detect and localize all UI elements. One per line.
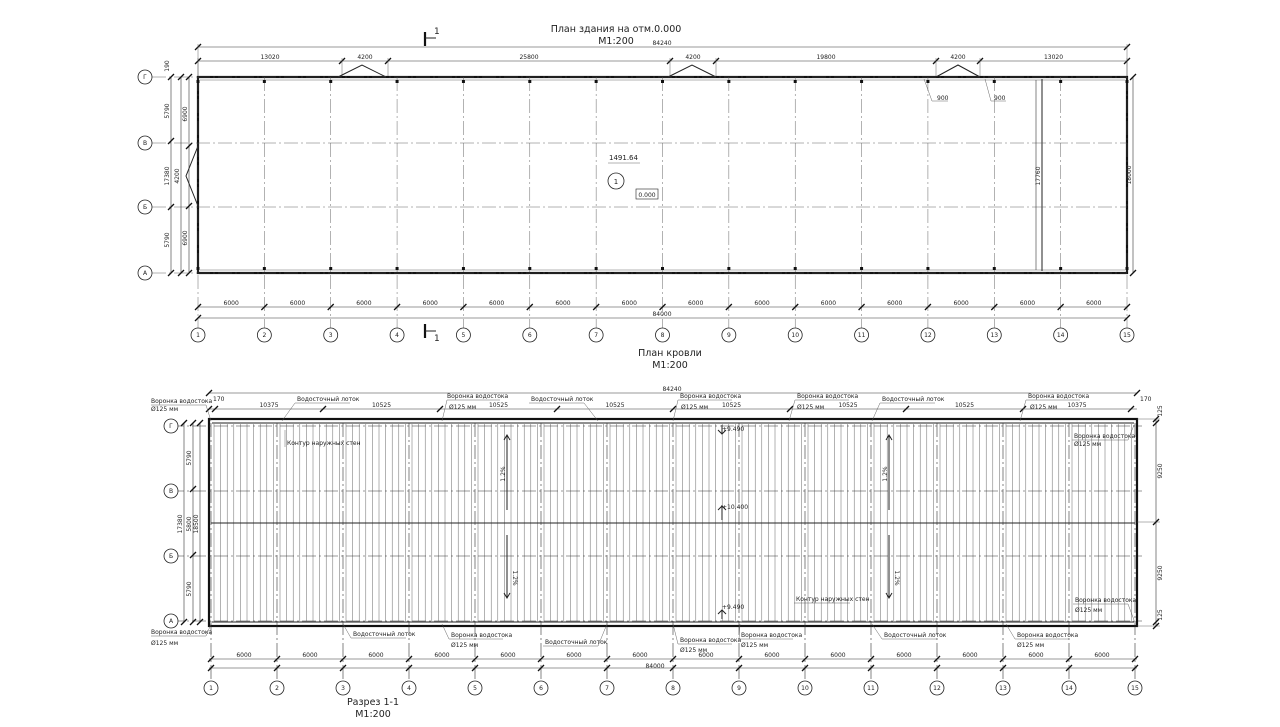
plan-column-top-4 [396, 80, 399, 83]
plan-scale: М1:200 [598, 36, 634, 47]
plan-row-bubble-3 [138, 266, 152, 280]
plan-top-seg-6: 4200 [950, 54, 966, 61]
section-title: Разрез 1-1 [346, 697, 400, 708]
plan-right-dim: 18000 [1126, 165, 1133, 185]
gutter-label-2: Водосточный лоток [531, 396, 594, 403]
plan-column-bottom-14 [1059, 267, 1062, 270]
funnel-size-5: Ø125 мм [1030, 404, 1058, 411]
plan-axis-dim-13: 6000 [1019, 300, 1036, 307]
roof-left-dim-mid: 5800 [186, 516, 193, 532]
funnel-size-6: Ø125 мм [1074, 441, 1102, 448]
roof-col-bubble-4 [402, 681, 416, 695]
roof-col-bubble-12 [930, 681, 944, 695]
gate-openings [186, 65, 980, 206]
plan-col-bubble-12 [921, 328, 935, 342]
roof-right-dim-2: 9250 [1157, 565, 1164, 581]
roof-col-bubble-2-label: 2 [275, 685, 279, 693]
roof-axis-dim-14: 6000 [1094, 652, 1110, 659]
plan-column-top-7 [595, 80, 598, 83]
plan-col-bubble-6 [523, 328, 537, 342]
roof-col-bubble-4-label: 4 [407, 685, 411, 693]
roof-right-dims [1137, 405, 1164, 629]
roof-col-bubble-13 [996, 681, 1010, 695]
plan-col-bubble-8 [656, 328, 670, 342]
plan-column-bottom-9 [727, 267, 730, 270]
roof-col-bubble-7 [600, 681, 614, 695]
roof-annotations-top [151, 393, 1136, 448]
roof-row-bubble-1-label: В [168, 488, 174, 496]
funnel-size-3: Ø125 мм [681, 404, 709, 411]
plan-title: План здания на отм.0.000 [550, 24, 682, 35]
plan-col-bubble-6-label: 6 [527, 332, 532, 340]
funnel-size-1: Ø125 мм [151, 406, 179, 413]
plan-axis-dim-11: 6000 [887, 300, 903, 307]
funnel-size-2: Ø125 мм [449, 404, 477, 411]
section-mark-bottom-label: 1 [434, 334, 440, 344]
plan-column-top-15 [1126, 80, 1129, 83]
plan-column-top-5 [462, 80, 465, 83]
plan-axis-dim-1: 6000 [223, 300, 239, 307]
roof-title: План кровли [638, 348, 702, 359]
gutter-label-3: Водосточный лоток [882, 396, 945, 403]
building-plan [138, 24, 1136, 344]
section-mark-top [425, 27, 440, 46]
roof-col-bubble-15 [1128, 681, 1142, 695]
plan-col-bubble-10-label: 10 [791, 332, 800, 340]
roof-edge-dim-left: 170 [213, 396, 225, 403]
plan-axis-dim-4: 6000 [422, 300, 438, 307]
roof-col-bubble-11-label: 11 [867, 685, 875, 693]
roof-axis-dim-11: 6000 [896, 652, 912, 659]
contour-label-2: Контур наружных стен [796, 596, 870, 603]
plan-col-bubble-14 [1054, 328, 1068, 342]
roof-col-bubble-5 [468, 681, 482, 695]
roof-col-bubble-3-label: 3 [341, 685, 345, 693]
plan-axis-dim-5: 6000 [488, 300, 505, 307]
plan-col-bubble-7-label: 7 [594, 332, 599, 340]
plan-column-bottom-1 [197, 267, 200, 270]
plan-axis-total: 84000 [652, 311, 672, 318]
plan-col-bubble-11 [855, 328, 869, 342]
roof-col-bubble-14 [1062, 681, 1076, 695]
funnel-size-10: Ø125 мм [741, 642, 769, 649]
funnel-label-8: Воронка водостока [451, 632, 513, 639]
plan-col-bubble-14-label: 14 [1056, 332, 1065, 340]
section-mark-top-label: 1 [434, 27, 440, 37]
roof-row-bubble-2-label: Б [168, 553, 174, 561]
roof-top-seg-8: 10375 [1067, 402, 1087, 409]
roof-axis-dim-1: 6000 [236, 652, 252, 659]
plan-row-bubble-3-label: А [142, 270, 148, 278]
roof-left-dim-outer-2: 18500 [193, 514, 200, 534]
roof-left-dim-3: 5790 [186, 581, 193, 597]
roof-levels [718, 425, 748, 619]
plan-column-top-13 [993, 80, 996, 83]
gutter-label-4: Водосточный лоток [353, 631, 416, 638]
plan-column-bottom-7 [595, 267, 598, 270]
roof-top-seg-1: 10375 [259, 402, 279, 409]
plan-left-mid-2: 6900 [182, 230, 189, 246]
roof-top-seg-7: 10525 [954, 402, 975, 409]
plan-column-bottom-6 [528, 267, 531, 270]
plan-row-bubble-2-label: Б [142, 204, 148, 212]
plan-top-seg-3: 25800 [519, 54, 539, 61]
roof-right-small-2: 125 [1157, 609, 1164, 621]
plan-column-top-11 [860, 80, 863, 83]
plan-column-bottom-15 [1126, 267, 1129, 270]
roof-axis-dim-9: 6000 [764, 652, 780, 659]
roof-right-dim-1: 9250 [1157, 463, 1164, 479]
roof-scale: М1:200 [652, 360, 688, 371]
plan-axis-dim-14: 6000 [1086, 300, 1102, 307]
gutter-label-6: Водосточный лоток [884, 632, 947, 639]
funnel-label-2: Воронка водостока [447, 393, 509, 400]
plan-col-bubble-4 [390, 328, 404, 342]
plan-col-bubble-9-label: 9 [726, 332, 731, 340]
plan-col-bubble-2 [257, 328, 271, 342]
roof-col-bubble-11 [864, 681, 878, 695]
plan-column-bottom-3 [329, 267, 332, 270]
roof-axis-dim-13: 6000 [1028, 652, 1044, 659]
funnel-label-1: Воронка водостока [151, 398, 213, 405]
plan-column-top-2 [263, 80, 266, 83]
plan-col-bubble-1-label: 1 [196, 332, 200, 340]
roof-col-bubble-6-label: 6 [539, 685, 543, 693]
plan-col-bubble-1 [191, 328, 205, 342]
funnel-size-8: Ø125 мм [451, 642, 479, 649]
room-number: 1 [613, 178, 619, 186]
plan-col-bubble-8-label: 8 [660, 332, 665, 340]
plan-left-dims [164, 60, 192, 276]
funnel-label-11: Воронка водостока [1017, 632, 1079, 639]
roof-col-bubble-3 [336, 681, 350, 695]
roof-axis-dim-6: 6000 [566, 652, 582, 659]
funnel-size-11: Ø125 мм [1017, 642, 1045, 649]
roof-col-bubble-15-label: 15 [1131, 685, 1139, 693]
roof-col-bubble-8 [666, 681, 680, 695]
funnel-label-12: Воронка водостока [1075, 597, 1137, 604]
roof-col-bubble-1-label: 1 [209, 685, 213, 693]
plan-left-mid-1: 6900 [182, 106, 189, 122]
plan-column-bottom-10 [794, 267, 797, 270]
roof-axis-total: 84000 [645, 663, 665, 670]
plan-left-dim-2: 4200 [174, 168, 181, 184]
plan-column-top-14 [1059, 80, 1062, 83]
roof-col-bubble-14-label: 14 [1065, 685, 1073, 693]
plan-col-bubble-15 [1120, 328, 1134, 342]
plan-column-bottom-8 [661, 267, 664, 270]
plan-left-dim-1: 5790 [164, 103, 171, 119]
plan-col-bubble-11-label: 11 [857, 332, 866, 340]
plan-inner-dim: 17760 [1035, 166, 1042, 186]
plan-overall-dim: 84240 [652, 40, 672, 47]
slope-1: 1.2% [500, 466, 507, 482]
plan-top-seg-2: 4200 [357, 54, 373, 61]
plan-axis-dim-9: 6000 [754, 300, 770, 307]
gutter-label-5: Водосточный лоток [545, 639, 608, 646]
room-info [608, 154, 658, 199]
roof-top-seg-4: 10525 [605, 402, 625, 409]
roof-col-bubble-6 [534, 681, 548, 695]
funnel-label-7: Воронка водостока [151, 629, 213, 636]
roof-row-bubble-3 [164, 614, 178, 628]
contour-label-1: Контур наружных стен [287, 440, 361, 447]
plan-top-seg-4: 4200 [685, 54, 701, 61]
plan-row-bubble-1 [138, 136, 152, 150]
roof-axis-dim-3: 6000 [368, 652, 384, 659]
roof-left-dim-1: 5790 [186, 450, 193, 466]
roof-level-ridge: +10.400 [722, 504, 749, 511]
plan-column-top-6 [528, 80, 531, 83]
plan-col-bubble-5 [456, 328, 470, 342]
roof-col-bubble-12-label: 12 [933, 685, 941, 693]
roof-axis-dim-4: 6000 [434, 652, 450, 659]
roof-row-bubble-0 [164, 419, 178, 433]
roof-col-bubble-2 [270, 681, 284, 695]
plan-axis-dim-3: 6000 [356, 300, 372, 307]
funnel-label-10: Воронка водостока [741, 632, 803, 639]
room-area: 1491.64 [609, 154, 638, 162]
funnel-size-12: Ø125 мм [1075, 607, 1103, 614]
roof-left-dims [177, 420, 203, 625]
roof-left-dim-outer: 17380 [177, 514, 184, 534]
roof-level-top: +9.490 [722, 426, 745, 433]
plan-top-seg-1: 13020 [260, 54, 280, 61]
plan-col-bubble-5-label: 5 [461, 332, 466, 340]
roof-col-bubble-10-label: 10 [801, 685, 809, 693]
plan-top-seg-5: 19800 [816, 54, 836, 61]
roof-row-bubble-3-label: А [168, 618, 174, 626]
roof-overall-dim: 84240 [662, 386, 682, 393]
funnel-label-5: Воронка водостока [1028, 393, 1090, 400]
plan-column-top-1 [197, 80, 200, 83]
funnel-size-7: Ø125 мм [151, 640, 179, 647]
funnel-size-9: Ø125 мм [680, 647, 708, 654]
roof-col-bubble-10 [798, 681, 812, 695]
roof-top-seg-3: 10525 [488, 402, 509, 409]
funnel-label-6: Воронка водостока [1074, 433, 1136, 440]
funnel-size-4: Ø125 мм [797, 404, 825, 411]
roof-axis-dim-10: 6000 [830, 652, 846, 659]
section-mark-bottom [425, 324, 440, 344]
door-dim-1: 900 [937, 95, 949, 102]
funnel-label-3: Воронка водостока [680, 393, 742, 400]
roof-top-seg-6: 10525 [838, 402, 858, 409]
plan-left-small-dim: 190 [164, 60, 171, 72]
roof-col-bubble-9 [732, 681, 746, 695]
plan-column-top-10 [794, 80, 797, 83]
roof-plan [151, 348, 1164, 720]
roof-axis-dim-2: 6000 [302, 652, 318, 659]
roof-col-bubble-8-label: 8 [671, 685, 675, 693]
section-scale: М1:200 [355, 709, 391, 720]
roof-right-small-1: 125 [1157, 405, 1164, 417]
plan-axis-dim-8: 6000 [688, 300, 704, 307]
plan-axis-dim-6: 6000 [555, 300, 571, 307]
gutter-label-1: Водосточный лоток [297, 396, 360, 403]
plan-column-bottom-5 [462, 267, 465, 270]
plan-column-top-3 [329, 80, 332, 83]
plan-col-bubble-10 [788, 328, 802, 342]
plan-col-bubble-9 [722, 328, 736, 342]
slope-arrows [500, 435, 900, 598]
plan-row-bubble-1-label: В [142, 140, 148, 148]
roof-axis-dim-5: 6000 [500, 652, 516, 659]
plan-column-bottom-2 [263, 267, 266, 270]
roof-row-bubble-1 [164, 484, 178, 498]
funnel-label-9: Воронка водостока [680, 637, 742, 644]
plan-top-seg-7: 13020 [1043, 54, 1064, 61]
plan-axis-dim-12: 6000 [953, 300, 969, 307]
roof-row-bubble-2 [164, 549, 178, 563]
plan-col-bubble-15-label: 15 [1123, 332, 1131, 340]
roof-row-bubble-0-label: Г [169, 423, 173, 431]
plan-row-bubble-0-label: Г [143, 74, 147, 82]
plan-axis-dim-7: 6000 [621, 300, 637, 307]
roof-top-seg-5: 10525 [721, 402, 742, 409]
roof-col-bubble-7-label: 7 [605, 685, 609, 693]
plan-column-top-12 [926, 80, 929, 83]
roof-axis-dim-12: 6000 [962, 652, 978, 659]
plan-col-bubble-13-label: 13 [990, 332, 999, 340]
plan-col-bubble-2-label: 2 [262, 332, 267, 340]
plan-col-bubble-12-label: 12 [924, 332, 932, 340]
plan-column-bottom-4 [396, 267, 399, 270]
plan-col-bubble-13 [987, 328, 1001, 342]
slope-3: 1.2% [882, 466, 889, 482]
plan-column-bottom-12 [926, 267, 929, 270]
plan-row-bubble-0 [138, 70, 152, 84]
plan-left-dim-outer: 17380 [164, 166, 171, 186]
roof-col-bubble-9-label: 9 [737, 685, 741, 693]
door-dim-2: 900 [994, 95, 1006, 102]
funnel-label-4: Воронка водостока [797, 393, 859, 400]
roof-col-bubble-1 [204, 681, 218, 695]
slope-2: 1.2% [511, 570, 518, 586]
roof-col-bubble-5-label: 5 [473, 685, 477, 693]
plan-axis-dim-10: 6000 [820, 300, 837, 307]
plan-col-bubble-7 [589, 328, 603, 342]
plan-column-top-9 [727, 80, 730, 83]
roof-top-seg-2: 10525 [371, 402, 392, 409]
room-level: 0.000 [638, 192, 656, 199]
plan-axis-dim-2: 6000 [289, 300, 306, 307]
roof-level-bottom: +9.490 [722, 604, 745, 611]
plan-column-top-8 [661, 80, 664, 83]
plan-left-dim-3: 5790 [164, 232, 171, 248]
roof-axis-dim-7: 6000 [632, 652, 648, 659]
roof-col-bubble-13-label: 13 [999, 685, 1007, 693]
roof-edge-dim-right: 170 [1140, 396, 1152, 403]
plan-column-bottom-11 [860, 267, 863, 270]
roof-axis-dim-8: 6000 [698, 652, 714, 659]
slope-4: 1.2% [893, 570, 900, 586]
plan-row-bubble-2 [138, 200, 152, 214]
plan-col-bubble-4-label: 4 [395, 332, 399, 340]
plan-col-bubble-3 [324, 328, 338, 342]
plan-column-bottom-13 [993, 267, 996, 270]
plan-col-bubble-3-label: 3 [328, 332, 333, 340]
